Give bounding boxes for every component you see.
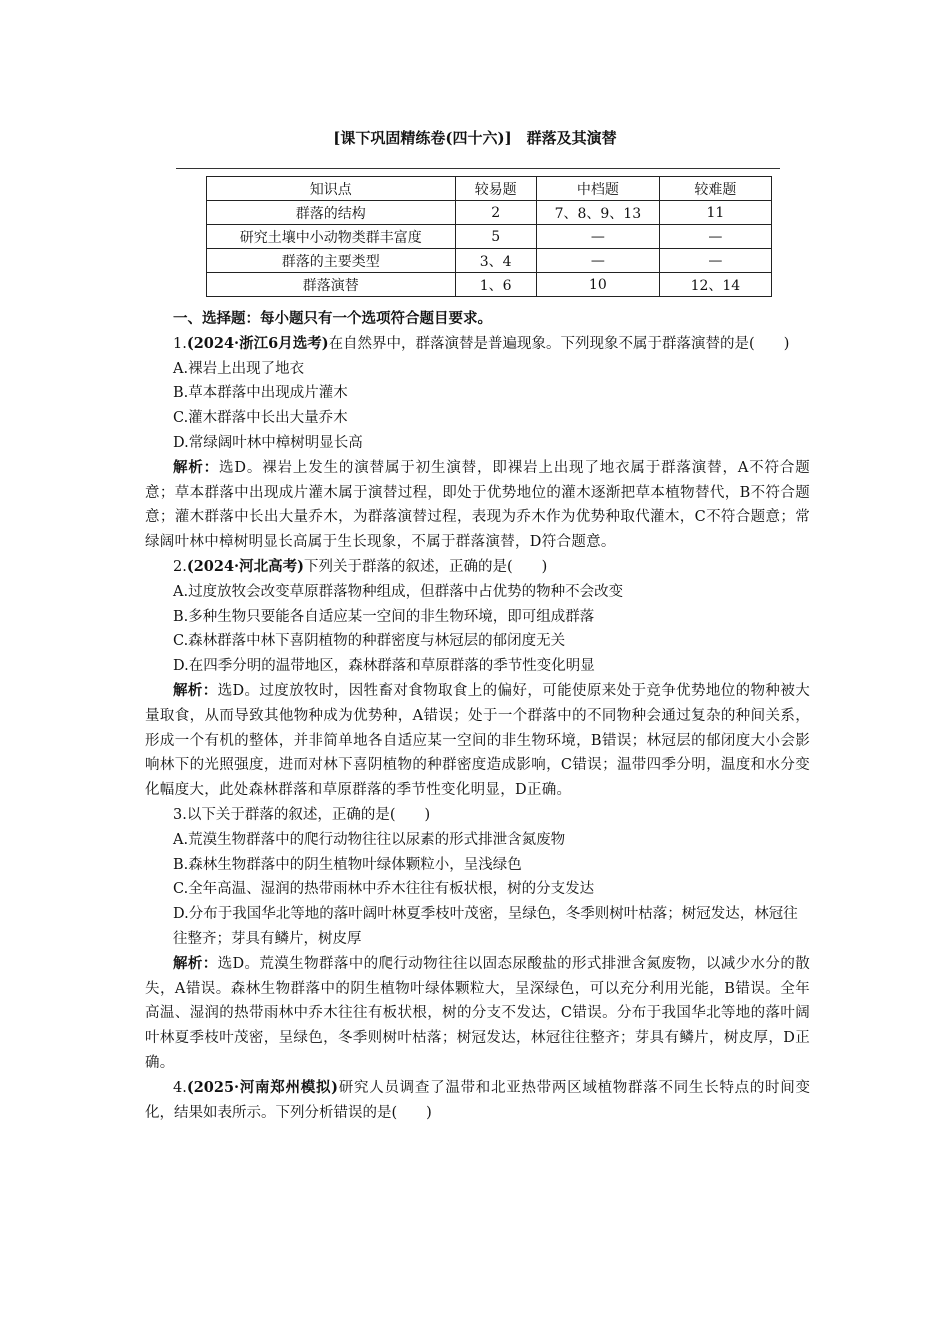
question-text: 研究人员调查了温带和北亚热带两区域植物群落不同生长特点的时间变化，结果如表所示。下列分析错误的是( ) — [145, 1079, 810, 1121]
table-cell: — — [536, 225, 659, 249]
question-4-stem — [145, 1076, 810, 1126]
option: D.在四季分明的温带地区，森林群落和草原群落的季节性变化明显 — [173, 658, 595, 675]
question-1-analysis — [145, 456, 810, 555]
table-header-cell: 较易题 — [455, 177, 536, 201]
question-2-analysis — [145, 679, 810, 803]
option: B.多种生物只要能各自适应某一空间的非生物环境，即可组成群落 — [173, 608, 595, 625]
table-cell: — — [536, 249, 659, 273]
option: D.常绿阔叶林中樟树明显长高 — [173, 434, 363, 451]
option: C.森林群落中林下喜阴植物的种群密度与林冠层的郁闭度无关 — [173, 633, 566, 650]
page-title: [课下巩固精练卷(四十六)] 群落及其演替 — [333, 129, 617, 147]
option: D.分布于我国华北等地的落叶阔叶林夏季枝叶茂密，呈绿色，冬季则树叶枯落；树冠发达，林冠往往整齐；芽具有鳞片，树皮厚 — [173, 906, 798, 947]
question-source: (2025·河南郑州模拟) — [186, 1078, 339, 1096]
question-2-stem — [145, 555, 810, 580]
question-number: 4. — [173, 1079, 187, 1096]
table-cell: 群落的结构 — [207, 201, 456, 225]
question-source: (2024·浙江6月选考) — [186, 334, 329, 352]
table-cell: 7、8、9、13 — [536, 201, 659, 225]
table-cell: 群落演替 — [207, 273, 456, 297]
table-cell: 10 — [536, 273, 659, 297]
table-cell: 12、14 — [659, 273, 771, 297]
table-header-cell: 中档题 — [536, 177, 659, 201]
table-cell: 5 — [455, 225, 536, 249]
analysis-text: 选D。荒漠生物群落中的爬行动物往往以固态尿酸盐的形式排泄含氮废物，以减少水分的散失，A错误。森林生物群落中的阴生植物叶绿体颗粒大，呈深绿色，可以充分利用光能，B错误。全年高温、湿润的热带雨林中乔木往往有板状根，树的分支不发达，C错误。分布于我国华北等地的落叶阔叶林夏季枝叶茂密，呈绿色，冬季则树叶枯落；树冠发达，林冠往往整齐；芽具有鳞片，树皮厚，D正确。 — [145, 955, 810, 1071]
question-source: (2024·河北高考) — [186, 557, 304, 575]
table-header-cell: 知识点 — [207, 177, 456, 201]
table-cell: 1、6 — [455, 273, 536, 297]
analysis-label: 解析： — [173, 458, 220, 476]
table-cell: 研究土壤中小动物类群丰富度 — [207, 225, 456, 249]
table-cell: 11 — [659, 201, 771, 225]
table-row — [207, 249, 772, 273]
question-1-stem — [145, 332, 810, 357]
option: A.荒漠生物群落中的爬行动物往往以尿素的形式排泄含氮废物 — [173, 831, 566, 848]
option: C.灌木群落中长出大量乔木 — [173, 410, 348, 427]
question-body — [145, 307, 810, 1125]
table-row — [207, 273, 772, 297]
question-number: 3. — [173, 806, 187, 823]
analysis-label: 解析： — [173, 681, 218, 699]
knowledge-table — [206, 176, 772, 297]
option: A.过度放牧会改变草原群落物种组成，但群落中占优势的物种不会改变 — [173, 583, 624, 600]
question-text: 在自然界中，群落演替是普遍现象。下列现象不属于群落演替的是( ) — [328, 335, 790, 352]
table-cell: — — [659, 225, 771, 249]
table-cell: 3、4 — [455, 249, 536, 273]
analysis-label: 解析： — [173, 954, 218, 972]
title-divider — [176, 168, 780, 169]
table-cell: — — [659, 249, 771, 273]
analysis-text: 选D。裸岩上发生的演替属于初生演替，即裸岩上出现了地衣属于群落演替，A不符合题意；草本群落中出现成片灌木属于演替过程，即处于优势地位的灌木逐渐把草本植物替代，B不符合题意；灌木群落中长出大量乔木，为群落演替过程，表现为乔木作为优势种取代灌木，C不符合题意；常绿阔叶林中樟树明显长高属于生长现象，不属于群落演替，D符合题意。 — [145, 459, 810, 551]
table-header-cell: 较难题 — [659, 177, 771, 201]
option: B.森林生物群落中的阴生植物叶绿体颗粒小，呈浅绿色 — [173, 856, 522, 873]
table-header-row — [207, 177, 772, 201]
analysis-text: 选D。过度放牧时，因牲畜对食物取食上的偏好，可能使原来处于竞争优势地位的物种被大量取食，从而导致其他物种成为优势种，A错误；处于一个群落中的不同物种会通过复杂的种间关系，形成一个有机的整体，并非简单地各自适应某一空间的非生物环境，B错误；林冠层的郁闭度大小会影响林下的光照强度，进而对林下喜阴植物的种群密度造成影响，C错误；温带四季分明，温度和水分变化幅度大，此处森林群落和草原群落的季节性变化明显，D正确。 — [145, 682, 810, 799]
section-heading: 一、选择题：每小题只有一个选项符合题目要求。 — [173, 310, 492, 327]
question-number: 2. — [173, 558, 187, 575]
option: C.全年高温、湿润的热带雨林中乔木往往有板状根，树的分支发达 — [173, 881, 595, 898]
question-3-stem — [145, 803, 810, 828]
question-number: 1. — [173, 335, 187, 352]
table-row — [207, 201, 772, 225]
question-3-analysis — [145, 952, 810, 1076]
option: A.裸岩上出现了地衣 — [173, 360, 305, 377]
option: B.草本群落中出现成片灌木 — [173, 385, 348, 402]
question-text: 下列关于群落的叙述，正确的是( ) — [303, 558, 548, 575]
table-cell: 2 — [455, 201, 536, 225]
table-cell: 群落的主要类型 — [207, 249, 456, 273]
table-row — [207, 225, 772, 249]
question-text: 以下关于群落的叙述，正确的是( ) — [186, 806, 431, 823]
